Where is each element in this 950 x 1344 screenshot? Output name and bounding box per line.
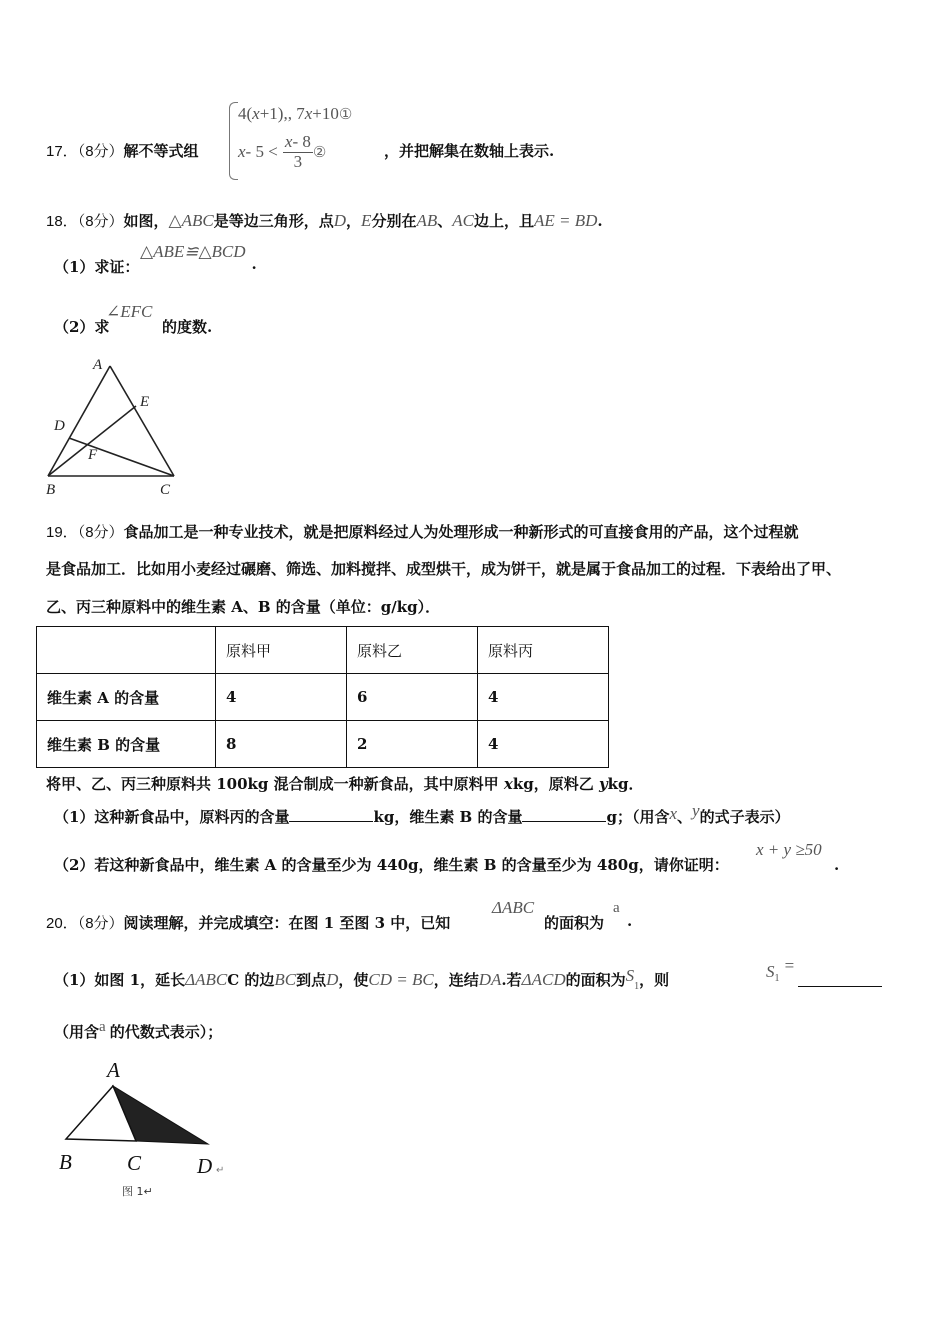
table-cell: 2 xyxy=(347,721,478,768)
figure-1 xyxy=(56,1056,236,1201)
q20-part2: （用含a 的代数式表示）； xyxy=(54,1019,223,1041)
circle-two: ② xyxy=(312,143,327,162)
q17-number: 17． xyxy=(46,143,78,160)
table-header-cell: 原料甲 xyxy=(216,627,347,674)
table-cell: 4 xyxy=(478,721,609,768)
q19-part2: （2）若这种新食品中，维生素 A 的含量至少为 440g，维生素 B 的含量至少为 480g，请你证明： xyxy=(54,856,729,874)
label-b: B xyxy=(59,1150,72,1174)
q19-part1: （1）这种新食品中，原料丙的含量 kg，维生素 B 的含量 g；（用含x、y的式子表示） xyxy=(54,801,790,826)
vitamin-table xyxy=(36,626,609,768)
table-row xyxy=(37,674,609,721)
label-a: A xyxy=(93,357,103,373)
q19-line1: 19．（8分）食品加工是一种专业技术，就是把原料经过人为处理形成一种新形式的可直接食用的产品，这个过程就 xyxy=(46,523,799,541)
table-cell: 4 xyxy=(478,674,609,721)
table-cell: 8 xyxy=(216,721,347,768)
q17-header xyxy=(46,140,199,161)
triangle-abc: △ABC xyxy=(168,211,214,230)
label-c: C xyxy=(127,1151,142,1175)
q18-part1: （1）求证： xyxy=(54,258,140,276)
q17-brace xyxy=(229,102,238,180)
label-f: F xyxy=(88,447,98,463)
table-header-cell xyxy=(37,627,216,674)
q20-stem: 20．（8分）阅读理解，并完成填空：在图 1 至图 3 中，已知 xyxy=(46,914,451,932)
table-header-cell: 原料丙 xyxy=(478,627,609,674)
circle-one: ① xyxy=(338,105,353,123)
q19-line4: 将甲、乙、丙三种原料共 100kg 混合制成一种新食品，其中原料甲 xkg，原料乙 ykg． xyxy=(46,775,644,793)
q20-a: a xyxy=(613,900,620,916)
q18-part1-math: △ABE≌△BCD. xyxy=(140,242,257,273)
q20-triangle: ΔABC xyxy=(492,898,535,917)
q19-line2: 是食品加工．比如用小麦经过碾磨、筛选、加料搅拌、成型烘干，成为饼干，就是属于食品加工的过程．下表给出了甲、 xyxy=(46,560,842,578)
table-cell: 4 xyxy=(216,674,347,721)
figure-caption: 图 1↵ xyxy=(122,1185,153,1198)
q20-s1-answer: $S_1$ = xyxy=(766,956,795,985)
table-cell: 6 xyxy=(347,674,478,721)
q20-part1: （1）如图 1，延长ΔABCC 的边BC到点D，使CD = BC，连结DA.若ΔACD的面积为$S_1$，则 xyxy=(54,966,670,992)
table-cell: 维生素 B 的含量 xyxy=(37,721,216,768)
q18-part2: （2）求 xyxy=(54,318,110,336)
segment-be xyxy=(48,406,136,476)
q19-inequality: x + y ≥50 xyxy=(756,840,822,859)
q17-fraction: $\frac{x- 8}{3}$ xyxy=(284,132,311,171)
q19-line3: 乙、丙三种原料中的维生素 A、B 的含量（单位：g/kg）． xyxy=(46,598,441,616)
q18-stem: 18．（8分）如图，△ABC是等边三角形，点D，E分别在AB、AC边上，且AE = BD. xyxy=(46,211,603,230)
label-a: A xyxy=(107,1058,120,1082)
q18-angle: ∠EFC xyxy=(106,302,153,321)
q17-inequality-1: 4(x+1),, 7x+10① xyxy=(238,104,353,123)
label-b: B xyxy=(46,482,56,498)
return-mark: ↵ xyxy=(216,1165,225,1176)
q17-score: （8分） xyxy=(77,143,124,160)
side-ac xyxy=(110,366,174,476)
q17-suffix: ，并把解集在数轴上表示. xyxy=(384,142,555,160)
label-d: D xyxy=(54,418,65,434)
label-c: C xyxy=(160,482,171,498)
label-e: E xyxy=(140,394,150,410)
answer-blank-2[interactable] xyxy=(522,807,606,822)
q20-end: . xyxy=(627,912,633,930)
q20-stem-2: 的面积为 xyxy=(544,914,605,932)
q17-inequality-2: x- 5 < $\frac{x- 8}{3}$ ② xyxy=(238,132,327,171)
q18-part2-end: 的度数. xyxy=(162,318,213,336)
q18-triangle-figure xyxy=(40,356,190,501)
table-cell: 维生素 A 的含量 xyxy=(37,674,216,721)
q17-prefix: 解不等式组 xyxy=(123,142,199,160)
table-header-cell: 原料乙 xyxy=(347,627,478,674)
answer-blank-3[interactable] xyxy=(798,986,882,987)
table-row xyxy=(37,721,609,768)
segment-cd xyxy=(69,438,174,476)
table-header-row xyxy=(37,627,609,674)
answer-blank-1[interactable] xyxy=(289,807,373,822)
label-d: D xyxy=(197,1154,213,1178)
q19-part2-end: . xyxy=(834,856,840,874)
